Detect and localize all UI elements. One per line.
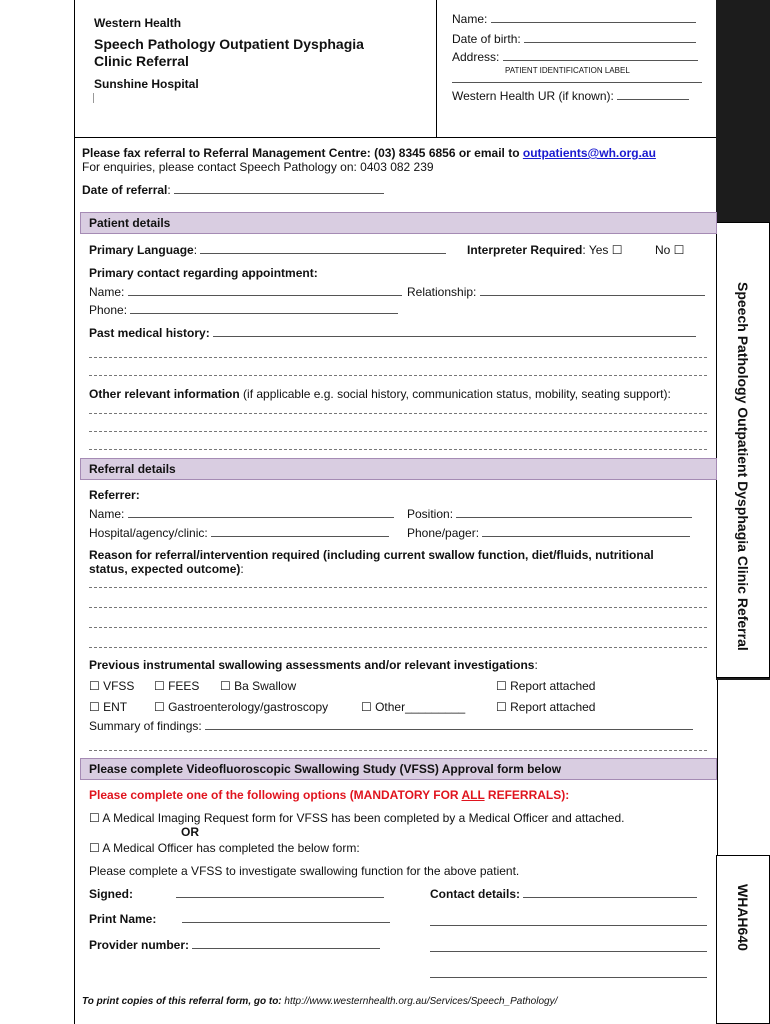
relationship-field[interactable]: Relationship: — [407, 285, 705, 299]
ent-checkbox[interactable]: ☐ ENT — [89, 700, 128, 714]
primary-language-field[interactable]: Primary Language: — [89, 243, 446, 257]
summary-field[interactable]: Summary of findings: — [89, 719, 693, 733]
email-link[interactable]: outpatients@wh.org.au — [522, 146, 656, 160]
ba-swallow-checkbox[interactable]: ☐ Ba Swallow — [220, 679, 297, 693]
referrer-heading: Referrer: — [89, 488, 140, 502]
side-title: Speech Pathology Outpatient Dysphagia Clinic Referral — [735, 282, 751, 651]
mandatory-notice: Please complete one of the following options (MANDATORY FOR ALL REFERRALS): — [89, 788, 570, 802]
other-info-line[interactable] — [89, 413, 707, 414]
contact-name-field[interactable]: Name: — [89, 285, 402, 299]
referral-details-header: Referral details — [80, 458, 717, 480]
referrer-name-field[interactable]: Name: — [89, 507, 394, 521]
org-name: Western Health — [94, 16, 182, 30]
reason-label-line1: Reason for referral/intervention required (including current swallow function, diet/fluids, nutritional — [89, 548, 654, 562]
footer-note: To print copies of this referral form, go to: http://www.westernhealth.org.au/Services/Speech_Pathology/ — [82, 996, 558, 1007]
referrer-position-field[interactable]: Position: — [407, 507, 692, 521]
assessments-label: Previous instrumental swallowing assessments and/or relevant investigations: — [89, 658, 538, 672]
primary-contact-heading: Primary contact regarding appointment: — [89, 266, 318, 280]
hospital-name: Sunshine Hospital — [94, 77, 199, 91]
text-cursor — [93, 93, 95, 103]
provider-number-field[interactable]: Provider number: — [89, 938, 380, 952]
print-name-field[interactable]: Print Name: — [89, 912, 390, 926]
patient-id-label: PATIENT IDENTIFICATION LABEL — [505, 66, 630, 75]
form-title-line1: Speech Pathology Outpatient Dysphagia — [94, 36, 364, 52]
or-label: OR — [181, 825, 199, 839]
gastro-checkbox[interactable]: ☐ Gastroenterology/gastroscopy — [154, 700, 329, 714]
footer-url[interactable]: http://www.westernhealth.org.au/Services/Speech_Pathology/ — [284, 996, 558, 1007]
report-attached-checkbox-2[interactable]: ☐ Report attached — [496, 700, 596, 714]
name-field[interactable] — [452, 12, 696, 26]
enquiries-text: For enquiries, please contact Speech Pathology on: 0403 082 239 — [82, 160, 434, 174]
past-history-field[interactable]: Past medical history: — [89, 326, 696, 340]
header-divider — [436, 0, 437, 137]
date-of-referral-field[interactable]: Date of referral: — [82, 183, 384, 197]
date-label: Date of referral — [82, 183, 168, 197]
vfss-approval-header: Please complete Videofluoroscopic Swallowing Study (VFSS) Approval form below — [80, 758, 717, 780]
report-attached-checkbox-1[interactable]: ☐ Report attached — [496, 679, 596, 693]
patient-details-header: Patient details — [80, 212, 717, 234]
signed-field[interactable]: Signed: — [89, 887, 384, 901]
reason-line[interactable] — [89, 587, 707, 588]
other-checkbox[interactable]: ☐ Other_________ — [361, 700, 466, 714]
ur-label: Western Health UR (if known): — [452, 89, 614, 103]
header-divider-bottom — [74, 137, 716, 138]
dob-field[interactable] — [452, 32, 696, 46]
other-info-label: Other relevant information (if applicable e.g. social history, communication status, mobility, seating support): — [89, 387, 671, 401]
referrer-phone-field[interactable]: Phone/pager: — [407, 526, 690, 540]
contact-phone-field[interactable]: Phone: — [89, 303, 398, 317]
interpreter-field: Interpreter Required: Yes ☐ — [467, 243, 623, 257]
ur-field[interactable] — [452, 89, 689, 103]
referrer-hospital-field[interactable]: Hospital/agency/clinic: — [89, 526, 389, 540]
reason-label-line2: status, expected outcome): — [89, 562, 244, 576]
form-title-line2: Clinic Referral — [94, 53, 189, 69]
dob-label: Date of birth: — [452, 32, 521, 46]
fax-instruction: Please fax referral to Referral Management Centre: (03) 8345 6856 or email to outpatients@wh.org.au — [82, 146, 656, 160]
vfss-checkbox[interactable]: ☐ VFSS — [89, 679, 135, 693]
contact-details-field[interactable]: Contact details: — [430, 887, 697, 901]
imaging-request-checkbox[interactable]: ☐ A Medical Imaging Request form for VFSS has been completed by a Medical Officer and attached. — [89, 811, 625, 825]
name-label: Name: — [452, 12, 488, 26]
address-field[interactable] — [452, 50, 698, 64]
vfss-instruction: Please complete a VFSS to investigate swallowing function for the above patient. — [89, 864, 520, 878]
interpreter-yes-checkbox[interactable]: Yes ☐ — [588, 243, 623, 257]
medical-officer-checkbox[interactable]: ☐ A Medical Officer has completed the below form: — [89, 841, 360, 855]
fees-checkbox[interactable]: ☐ FEES — [154, 679, 200, 693]
form-code: WHAH640 — [735, 884, 751, 951]
address-label: Address: — [452, 50, 500, 64]
interpreter-no-checkbox[interactable]: No ☐ — [655, 243, 685, 257]
